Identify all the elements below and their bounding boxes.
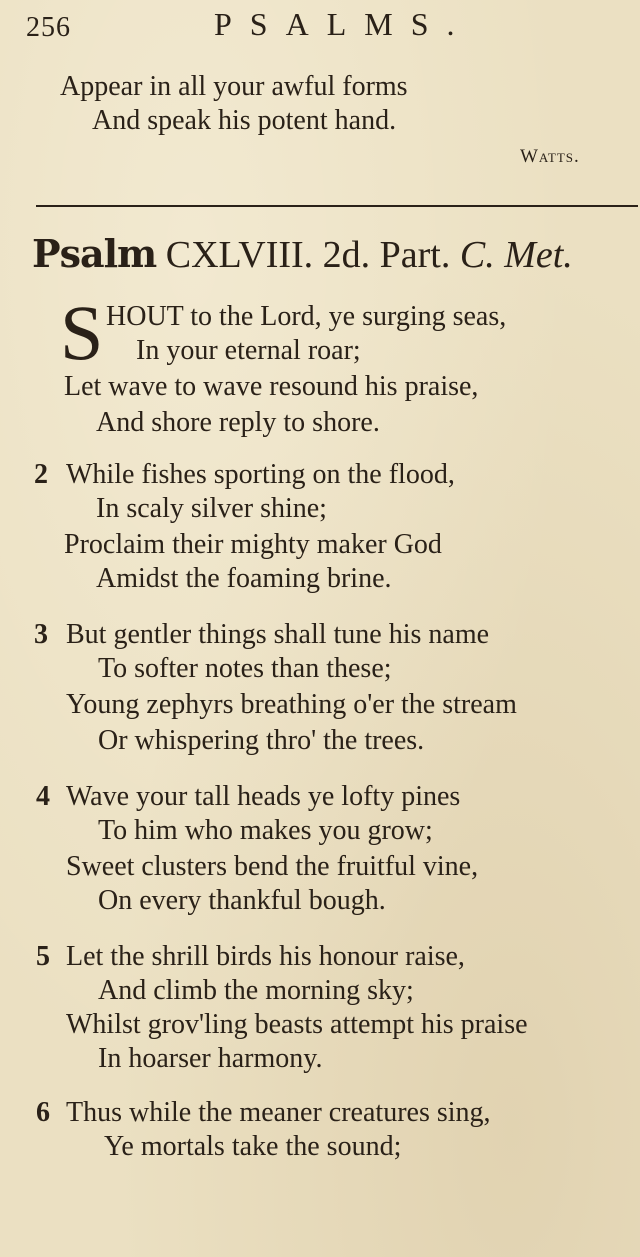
verse-number: 4	[36, 781, 50, 812]
verse-line: Sweet clusters bend the fruitful vine,	[66, 851, 479, 882]
verse-line: Whilst grov'ling beasts attempt his praise	[66, 1009, 528, 1040]
verse-line: But gentler things shall tune his name	[66, 619, 490, 650]
verse-line: And climb the morning sky;	[98, 975, 414, 1006]
running-head: PSALMS.	[214, 6, 473, 42]
page-number: 256	[26, 12, 71, 43]
verse-line: And shore reply to shore.	[96, 407, 380, 438]
verse-line: Or whispering thro' the trees.	[98, 725, 425, 756]
part-label: 2d. Part.	[322, 234, 451, 276]
verse-number: 6	[36, 1097, 50, 1128]
verse-line: To softer notes than these;	[98, 653, 392, 684]
verse-line: Ye mortals take the sound;	[104, 1131, 402, 1162]
verse-line: Thus while the meaner creatures sing,	[66, 1097, 491, 1128]
author-attribution: Watts.	[520, 146, 580, 167]
psalm-number: CXLVIII.	[165, 234, 314, 276]
verse-number: 2	[34, 459, 48, 490]
verse-line: Wave your tall heads ye lofty pines	[66, 781, 461, 812]
verse-number: 5	[36, 941, 50, 972]
verse-line: In hoarser harmony.	[98, 1043, 323, 1074]
verse-line: HOUT to the Lord, ye surging seas,	[106, 301, 507, 332]
drop-cap: S	[60, 289, 104, 376]
verse-line: To him who makes you grow;	[98, 815, 433, 846]
verse-line: Let wave to wave resound his praise,	[64, 371, 479, 402]
verse-line: In scaly silver shine;	[96, 493, 327, 524]
verse-line: Let the shrill birds his honour raise,	[66, 941, 465, 972]
verse-number: 3	[34, 619, 48, 650]
meter-label: C. Met.	[459, 234, 573, 276]
verse-line: On every thankful bough.	[98, 885, 386, 916]
verse-line: While fishes sporting on the flood,	[66, 459, 455, 490]
verse-line: Amidst the foaming brine.	[96, 563, 392, 594]
previous-hymn-line: Appear in all your awful forms	[60, 71, 408, 102]
previous-hymn-line: And speak his potent hand.	[92, 105, 397, 136]
section-divider	[36, 205, 638, 207]
verse-line: In your eternal roar;	[136, 335, 361, 366]
hymn-title	[32, 232, 573, 277]
verse-line: Proclaim their mighty maker God	[64, 529, 442, 560]
psalm-word: Psalm	[32, 231, 157, 276]
verse-line: Young zephyrs breathing o'er the stream	[66, 689, 517, 720]
